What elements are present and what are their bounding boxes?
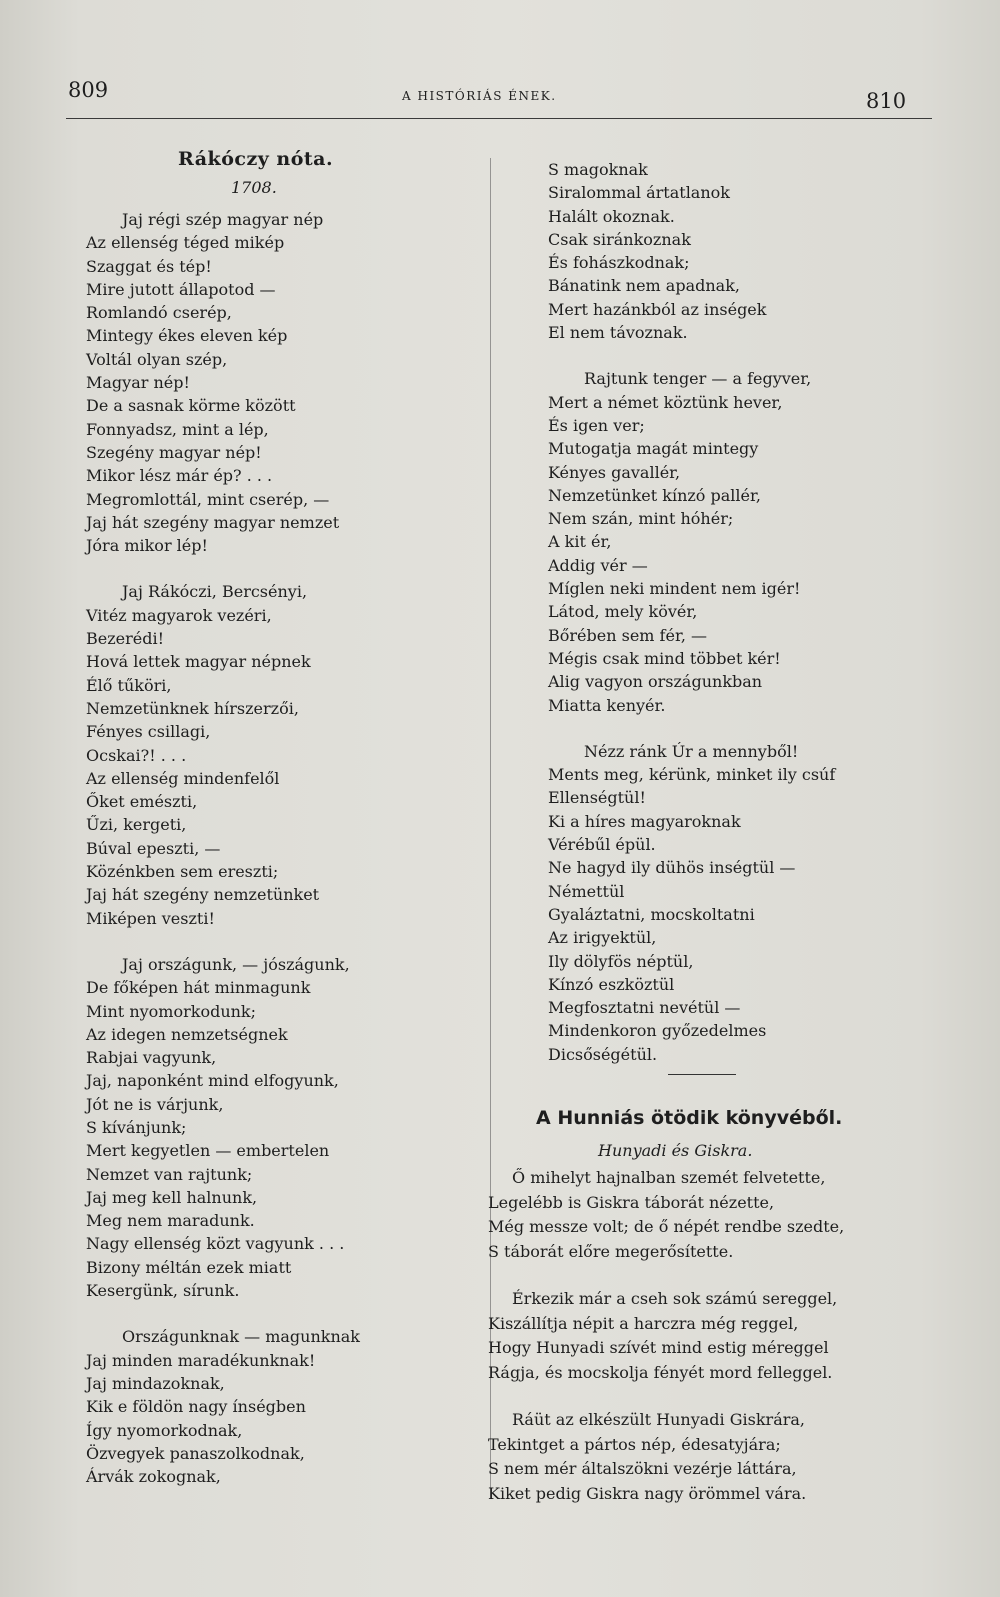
verse-line: De a sasnak körme között [86, 396, 296, 416]
poem-date: 1708. [231, 178, 277, 197]
verse-line: Mert hazánkból az inségek [548, 299, 767, 319]
stanza [548, 158, 894, 344]
verse-line: Élő tűköri, [86, 675, 172, 695]
verse-line: Ne hagyd ily dühös inségtül — [548, 858, 796, 878]
stanza [548, 740, 894, 1066]
stanza [548, 367, 894, 716]
verse-line: Csak siránkoznak [548, 229, 691, 249]
verse-line: Országunknak — magunknak [122, 1327, 360, 1347]
verse-line: Mutogatja magát mintegy [548, 439, 759, 459]
verse-line: Búval epeszti, — [86, 838, 221, 858]
verse-line: S nem mér általszökni vezérje láttára, [488, 1459, 797, 1478]
verse-line: Érkezik már a cseh sok számú sereggel, [512, 1289, 838, 1308]
stanza [86, 1325, 406, 1488]
verse-line: Jaj meg kell halnunk, [86, 1187, 258, 1207]
hunnias-stanzas [470, 1166, 910, 1506]
verse-line: Kik e földön nagy ínségben [86, 1397, 306, 1417]
verse-line: Jót ne is várjunk, [86, 1094, 224, 1114]
verse-line: Nemzetünknek hírszerzői, [86, 698, 299, 718]
verse-line: S magoknak [548, 160, 648, 179]
verse-line: Jaj Rákóczi, Bercsényi, [122, 582, 308, 602]
verse-line: Így nyomorkodnak, [86, 1420, 243, 1440]
verse-line: Látod, mely kövér, [548, 602, 698, 622]
verse-line: S táborát előre megerősítette. [488, 1241, 734, 1261]
verse-line: Legelébb is Giskra táborát nézette, [488, 1192, 775, 1212]
section-title: A Hunniás ötödik könyvéből. [536, 1107, 843, 1129]
verse-line: Tekintget a pártos nép, édesatyjára; [488, 1434, 781, 1454]
verse-line: Rabjai vagyunk, [86, 1048, 217, 1068]
verse-line: Nemzet van rajtunk; [86, 1164, 253, 1184]
verse-line: Ocskai?! . . . [86, 745, 187, 765]
verse-line: Ő mihelyt hajnalban szemét felvetette, [512, 1168, 826, 1187]
verse-line: Míglen neki mindent nem igér! [548, 579, 801, 599]
verse-line: Jaj országunk, — jószágunk, [122, 954, 350, 974]
left-stanzas [86, 208, 406, 1488]
stanza [86, 953, 406, 1302]
verse-line: Árvák zokognak, [86, 1467, 221, 1487]
verse-line: Megromlottál, mint cserép, — [86, 489, 330, 509]
verse-line: Kényes gavallér, [548, 462, 681, 482]
verse-line: Mert kegyetlen — embertelen [86, 1141, 330, 1161]
verse-line: Ellenségtül! [548, 788, 646, 808]
verse-line: Szaggat és tép! [86, 256, 212, 276]
verse-line: És igen ver; [548, 415, 645, 435]
verse-line: Közénkben sem ereszti; [86, 862, 279, 882]
verse-line: Dicsőségétül. [548, 1044, 658, 1064]
verse-line: Megfosztatni nevétül — [548, 998, 741, 1018]
verse-line: Fonnyadsz, mint a lép, [86, 419, 269, 439]
verse-line: Mint nyomorkodunk; [86, 1001, 257, 1021]
stanza [86, 580, 406, 929]
verse-line: Hogy Hunyadi szívét mind estig méreggel [488, 1338, 829, 1357]
verse-line: Miatta kenyér. [548, 695, 666, 715]
verse-line: Meg nem maradunk. [86, 1211, 255, 1231]
verse-line: Kínzó eszköztül [548, 974, 675, 994]
verse-line: Még messze volt; de ő népét rendbe szedte, [488, 1217, 845, 1236]
verse-line: Miképen veszti! [86, 908, 215, 928]
verse-line: Romlandó cserép, [86, 303, 232, 323]
verse-line: Jaj, naponként mind elfogyunk, [86, 1071, 339, 1091]
left-column [86, 148, 406, 1488]
verse-line: Mégis csak mind többet kér! [548, 648, 781, 668]
verse-line: Özvegyek panaszolkodnak, [86, 1443, 305, 1463]
verse-line: Az ellenség mindenfelől [86, 768, 280, 788]
verse-line: Jaj régi szép magyar nép [122, 210, 324, 229]
hunnias-excerpt [470, 1100, 910, 1506]
right-page-number: 810 [866, 89, 907, 113]
verse-line: Ily dölyfös néptül, [548, 951, 694, 971]
verse-line: És fohászkodnak; [548, 253, 690, 273]
verse-line: El nem távoznak. [548, 323, 688, 343]
verse-line: Nézz ránk Úr a mennyből! [584, 741, 799, 761]
verse-line: Voltál olyan szép, [86, 349, 228, 369]
stanza [470, 1287, 910, 1385]
verse-line: Mintegy ékes eleven kép [86, 326, 288, 346]
verse-line: Mert a német köztünk hever, [548, 392, 783, 412]
verse-line: De főképen hát minmagunk [86, 978, 311, 998]
verse-line: Magyar nép! [86, 373, 190, 393]
verse-line: Halált okoznak. [548, 206, 675, 226]
header-rule [66, 118, 932, 119]
verse-line: Bőrében sem fér, — [548, 625, 707, 645]
verse-line: Hová lettek magyar népnek [86, 652, 311, 672]
verse-line: Kesergünk, sírunk. [86, 1281, 240, 1301]
section-subtitle: Hunyadi és Giskra. [598, 1141, 753, 1160]
verse-line: Ki a híres magyaroknak [548, 811, 741, 831]
verse-line: Jaj mindazoknak, [86, 1373, 225, 1393]
verse-line: Ráüt az elkészült Hunyadi Giskrára, [512, 1410, 806, 1429]
verse-line: Az irigyektül, [548, 928, 657, 948]
verse-line: Addig vér — [548, 555, 648, 575]
verse-line: Alig vagyon országunkban [548, 672, 763, 692]
section-separator [668, 1074, 736, 1075]
running-title: A HISTÓRIÁS ÉNEK. [402, 89, 557, 103]
verse-line: Mire jutott állapotod — [86, 279, 276, 299]
verse-line: Ments meg, kérünk, minket ily csúf [548, 765, 836, 785]
verse-line: Némettül [548, 881, 625, 901]
verse-line: Nemzetünket kínzó pallér, [548, 485, 761, 505]
verse-line: Űzi, kergeti, [86, 815, 187, 835]
verse-line: Bánatink nem apadnak, [548, 276, 740, 296]
verse-line: Kiszállítja népit a harczra még reggel, [488, 1313, 799, 1333]
stanza [470, 1166, 910, 1264]
stanza [86, 208, 406, 557]
verse-line: Bizony méltán ezek miatt [86, 1257, 292, 1277]
verse-line: Vérébűl épül. [548, 835, 656, 855]
verse-line: Mindenkoron győzedelmes [548, 1021, 767, 1041]
verse-line: Kiket pedig Giskra nagy örömmel vára. [488, 1483, 807, 1503]
verse-line: Az idegen nemzetségnek [86, 1024, 288, 1044]
verse-line: Mikor lész már ép? . . . [86, 466, 273, 486]
verse-line: Jaj hát szegény nemzetünket [86, 885, 320, 905]
verse-line: A kit ér, [548, 532, 612, 552]
verse-line: Gyaláztatni, mocskoltatni [548, 904, 755, 924]
poem-title: Rákóczy nóta. [178, 148, 334, 170]
left-page-number: 809 [68, 78, 109, 102]
verse-line: Siralommal ártatlanok [548, 183, 730, 203]
verse-line: Rajtunk tenger — a fegyver, [584, 369, 812, 389]
verse-line: Vitéz magyarok vezéri, [86, 605, 272, 625]
verse-line: Nagy ellenség közt vagyunk . . . [86, 1234, 345, 1254]
verse-line: Nem szán, mint hóhér; [548, 509, 734, 529]
verse-line: Jaj minden maradékunknak! [86, 1350, 316, 1370]
right-stanzas [548, 158, 894, 1066]
verse-line: Jaj hát szegény magyar nemzet [86, 512, 340, 532]
running-head [0, 74, 1000, 114]
verse-line: S kívánjunk; [86, 1117, 187, 1137]
verse-line: Jóra mikor lép! [86, 536, 208, 556]
right-column [548, 158, 894, 1066]
verse-line: Bezerédi! [86, 629, 165, 649]
verse-line: Az ellenség téged mikép [86, 233, 285, 253]
verse-line: Fényes csillagi, [86, 722, 211, 742]
verse-line: Őket emészti, [86, 792, 198, 812]
verse-line: Rágja, és mocskolja fényét mord felleggel. [488, 1362, 833, 1382]
verse-line: Szegény magyar nép! [86, 442, 262, 462]
stanza [470, 1408, 910, 1506]
